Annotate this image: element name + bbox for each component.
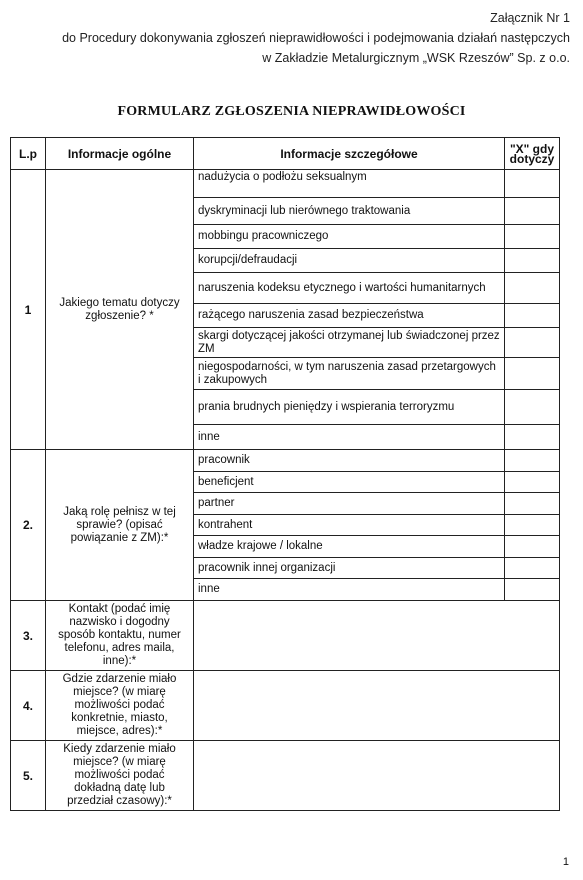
- option-label: inne: [194, 579, 505, 601]
- header-lp: L.p: [11, 138, 46, 170]
- contact-question: Kontakt (podać imię nazwisko i dogodny sposób kontaktu, numer telefonu, adres maila, inne):*: [46, 601, 194, 671]
- option-label: korupcji/defraudacji: [194, 249, 505, 273]
- x-mark-cell[interactable]: [505, 390, 560, 425]
- table-row: [11, 170, 560, 198]
- x-mark-cell[interactable]: [505, 536, 560, 558]
- x-mark-cell[interactable]: [505, 425, 560, 450]
- report-form-table: [10, 137, 560, 811]
- attachment-label: Załącznik Nr 1: [490, 11, 570, 25]
- option-label: pracownik innej organizacji: [194, 558, 505, 579]
- option-label: partner: [194, 493, 505, 515]
- row-number: 2.: [11, 450, 46, 601]
- x-mark-cell[interactable]: [505, 304, 560, 328]
- table-row: [11, 601, 560, 671]
- role-question: Jaką rolę pełnisz w tej sprawie? (opisać powiązanie z ZM):*: [46, 450, 194, 601]
- option-label: nadużycia o podłożu seksualnym: [194, 170, 505, 198]
- option-label: mobbingu pracowniczego: [194, 225, 505, 249]
- header-detail-info: Informacje szczegółowe: [194, 138, 505, 170]
- page-number: 1: [562, 856, 569, 868]
- table-row: [11, 741, 560, 811]
- x-mark-cell[interactable]: [505, 249, 560, 273]
- option-label: niegospodarności, w tym naruszenia zasad przetargowych i zakupowych: [194, 358, 505, 390]
- date-answer-field[interactable]: [194, 741, 560, 811]
- contact-answer-field[interactable]: [194, 601, 560, 671]
- option-label: dyskryminacji lub nierównego traktowania: [194, 198, 505, 225]
- form-title: FORMULARZ ZGŁOSZENIA NIEPRAWIDŁOWOŚCI: [117, 104, 466, 119]
- x-mark-cell[interactable]: [505, 515, 560, 536]
- x-mark-cell[interactable]: [505, 170, 560, 198]
- x-mark-cell[interactable]: [505, 198, 560, 225]
- option-label: skargi dotyczącej jakości otrzymanej lub świadczonej przez ZM: [194, 328, 505, 358]
- date-question: Kiedy zdarzenie miało miejsce? (w miarę możliwości podać dokładną datę lub przedział czasowy):*: [46, 741, 194, 811]
- table-header-row: [11, 138, 560, 170]
- location-question: Gdzie zdarzenie miało miejsce? (w miarę możliwości podać konkretnie, miasto, miejsce, adres):*: [46, 671, 194, 741]
- header-general-info: Informacje ogólne: [46, 138, 194, 170]
- option-label: kontrahent: [194, 515, 505, 536]
- option-label: rażącego naruszenia zasad bezpieczeństwa: [194, 304, 505, 328]
- option-label: władze krajowe / lokalne: [194, 536, 505, 558]
- row-number: 4.: [11, 671, 46, 741]
- x-mark-cell[interactable]: [505, 328, 560, 358]
- company-line: w Zakładzie Metalurgicznym „WSK Rzeszów” Sp. z o.o.: [262, 51, 570, 65]
- option-label: pracownik: [194, 450, 505, 472]
- x-mark-cell[interactable]: [505, 358, 560, 390]
- option-label: prania brudnych pieniędzy i wspierania terroryzmu: [194, 390, 505, 425]
- option-label: beneficjent: [194, 472, 505, 493]
- row-number: 5.: [11, 741, 46, 811]
- x-mark-cell[interactable]: [505, 273, 560, 304]
- location-answer-field[interactable]: [194, 671, 560, 741]
- option-label: inne: [194, 425, 505, 450]
- x-mark-cell[interactable]: [505, 225, 560, 249]
- x-mark-cell[interactable]: [505, 450, 560, 472]
- table-row: [11, 450, 560, 472]
- document-header: [62, 8, 570, 68]
- x-mark-cell[interactable]: [505, 579, 560, 601]
- row-number: 3.: [11, 601, 46, 671]
- x-mark-cell[interactable]: [505, 472, 560, 493]
- option-label: naruszenia kodeksu etycznego i wartości humanitarnych: [194, 273, 505, 304]
- x-mark-cell[interactable]: [505, 558, 560, 579]
- row-number: 1: [11, 170, 46, 450]
- topic-question: Jakiego tematu dotyczy zgłoszenie? *: [46, 170, 194, 450]
- procedure-line: do Procedury dokonywania zgłoszeń nieprawidłowości i podejmowania działań następczych: [62, 31, 570, 45]
- x-mark-cell[interactable]: [505, 493, 560, 515]
- header-x-if-applicable: "X" gdy dotyczy: [505, 138, 560, 170]
- table-row: [11, 671, 560, 741]
